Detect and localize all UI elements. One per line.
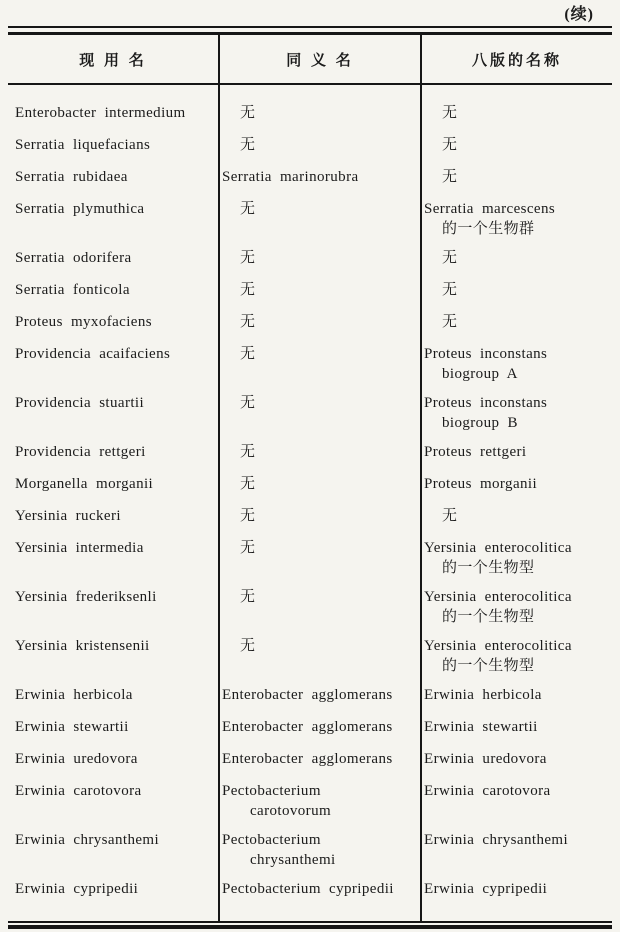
cell-c1	[8, 85, 218, 135]
cell-line: Enterobacter intermedium	[15, 105, 186, 121]
table-row	[8, 685, 612, 717]
cell-c1	[8, 312, 218, 344]
cell-c1	[8, 474, 218, 506]
cell-c2	[218, 636, 420, 685]
cell-line: 无	[442, 282, 458, 298]
cell-line: Yersinia enterocolitica	[424, 589, 572, 605]
cell-c3	[420, 749, 612, 781]
cell-c1	[8, 344, 218, 393]
cell-c1	[8, 506, 218, 538]
cell-line: 无	[240, 540, 256, 556]
cell-c1	[8, 280, 218, 312]
cell-c2	[218, 167, 420, 199]
cell-c1	[8, 717, 218, 749]
cell-c3	[420, 685, 612, 717]
cell-line-2: 的一个生物型	[442, 658, 535, 674]
cell-line: Proteus morganii	[424, 476, 538, 492]
cell-line: Erwinia herbicola	[15, 687, 133, 703]
cell-line: 无	[240, 137, 256, 153]
cell-c3	[420, 506, 612, 538]
cell-line: Morganella morganii	[15, 476, 154, 492]
cell-line: Erwinia carotovora	[15, 783, 142, 799]
cell-line: Erwinia cypripedii	[424, 881, 548, 897]
cell-line: Proteus myxofaciens	[15, 314, 152, 330]
table-row	[8, 167, 612, 199]
cell-line-2: biogroup A	[442, 366, 518, 382]
cell-line: Erwinia cypripedii	[15, 881, 139, 897]
cell-line: Erwinia herbicola	[424, 687, 542, 703]
cell-c1	[8, 636, 218, 685]
cell-line: Pectobacterium	[222, 832, 321, 848]
cell-c3	[420, 474, 612, 506]
cell-line: Proteus rettgeri	[424, 444, 527, 460]
cell-line: 无	[240, 476, 256, 492]
cell-c3	[420, 636, 612, 685]
cell-c2	[218, 781, 420, 830]
cell-c3	[420, 248, 612, 280]
header-current-name: 现 用 名	[79, 52, 147, 69]
cell-line: Serratia rubidaea	[15, 169, 128, 185]
cell-line: Providencia stuartii	[15, 395, 145, 411]
cell-c1	[8, 199, 218, 248]
cell-line: Serratia liquefacians	[15, 137, 151, 153]
cell-line: Serratia odorifera	[15, 250, 132, 266]
cell-line: Yersinia ruckeri	[15, 508, 121, 524]
cell-c1	[8, 781, 218, 830]
cell-line: Erwinia chrysanthemi	[15, 832, 160, 848]
cell-line: 无	[442, 105, 458, 121]
cell-line: Yersinia kristensenii	[15, 638, 150, 654]
cell-line: Yersinia frederiksenli	[15, 589, 157, 605]
cell-c3	[420, 830, 612, 879]
table-row	[8, 312, 612, 344]
cell-c3	[420, 135, 612, 167]
top-double-rule	[8, 26, 612, 35]
table-row	[8, 135, 612, 167]
cell-c2	[218, 312, 420, 344]
cell-line: 无	[240, 201, 256, 217]
cell-line: 无	[240, 346, 256, 362]
cell-line: 无	[240, 638, 256, 654]
cell-c1	[8, 538, 218, 587]
table-row	[8, 248, 612, 280]
cell-c3	[420, 393, 612, 442]
cell-c3	[420, 167, 612, 199]
cell-c3	[420, 85, 612, 135]
cell-c2	[218, 135, 420, 167]
cell-line: Yersinia intermedia	[15, 540, 144, 556]
cell-line: Pectobacterium	[222, 783, 321, 799]
table-row	[8, 474, 612, 506]
nomenclature-table	[8, 26, 612, 929]
cell-c2	[218, 474, 420, 506]
cell-c1	[8, 749, 218, 781]
cell-c1	[8, 685, 218, 717]
cell-c3	[420, 312, 612, 344]
table-header-row	[8, 35, 612, 83]
cell-line: Serratia plymuthica	[15, 201, 145, 217]
cell-c2	[218, 749, 420, 781]
cell-c2	[218, 280, 420, 312]
cell-line: Erwinia stewartii	[15, 719, 129, 735]
cell-line: Enterobacter agglomerans	[222, 687, 393, 703]
cell-c3	[420, 587, 612, 636]
cell-c1	[8, 248, 218, 280]
continued-marker: (续)	[564, 6, 594, 23]
cell-c3	[420, 879, 612, 921]
cell-line: 无	[442, 250, 458, 266]
cell-line: 无	[240, 282, 256, 298]
cell-line: Erwinia carotovora	[424, 783, 551, 799]
cell-line: Proteus inconstans	[424, 346, 548, 362]
cell-c2	[218, 393, 420, 442]
cell-line: 无	[240, 250, 256, 266]
cell-c1	[8, 830, 218, 879]
cell-line: Serratia fonticola	[15, 282, 130, 298]
cell-c2	[218, 248, 420, 280]
header-synonym: 同 义 名	[218, 35, 420, 83]
cell-c1	[8, 393, 218, 442]
cell-line-2: biogroup B	[442, 415, 518, 431]
cell-line: 无	[442, 508, 458, 524]
cell-line: Serratia marinorubra	[222, 169, 359, 185]
cell-line-2: carotovorum	[250, 803, 332, 819]
table-row	[8, 280, 612, 312]
cell-line-2: 的一个生物型	[442, 560, 535, 576]
table-row	[8, 506, 612, 538]
cell-line: Yersinia enterocolitica	[424, 540, 572, 556]
cell-c1	[8, 442, 218, 474]
cell-c3	[420, 442, 612, 474]
cell-line: Erwinia chrysanthemi	[424, 832, 569, 848]
cell-c1	[8, 167, 218, 199]
cell-line: Enterobacter agglomerans	[222, 751, 393, 767]
cell-c2	[218, 587, 420, 636]
cell-line: Pectobacterium cypripedii	[222, 881, 394, 897]
cell-line: 无	[442, 169, 458, 185]
header-eighth-edition-name: 八版的名称	[420, 35, 612, 83]
cell-line: Yersinia enterocolitica	[424, 638, 572, 654]
cell-c2	[218, 442, 420, 474]
cell-c1	[8, 587, 218, 636]
cell-line: 无	[442, 137, 458, 153]
cell-line: Providencia acaifaciens	[15, 346, 171, 362]
table-row	[8, 717, 612, 749]
cell-c3	[420, 199, 612, 248]
cell-c2	[218, 685, 420, 717]
cell-c2	[218, 199, 420, 248]
table-row	[8, 781, 612, 830]
cell-c1	[8, 879, 218, 921]
cell-c3	[420, 344, 612, 393]
cell-line: 无	[240, 395, 256, 411]
cell-line: Erwinia uredovora	[15, 751, 138, 767]
table-row	[8, 749, 612, 781]
cell-line: Proteus inconstans	[424, 395, 548, 411]
cell-c3	[420, 717, 612, 749]
cell-c2	[218, 717, 420, 749]
cell-line: 无	[240, 589, 256, 605]
cell-line-2: 的一个生物型	[442, 609, 535, 625]
table-body	[8, 85, 612, 921]
table-row	[8, 85, 612, 135]
table-row	[8, 636, 612, 685]
cell-line: 无	[240, 508, 256, 524]
cell-line-2: chrysanthemi	[250, 852, 336, 868]
cell-c2	[218, 85, 420, 135]
bottom-double-rule	[8, 921, 612, 929]
cell-c1	[8, 135, 218, 167]
cell-line: Providencia rettgeri	[15, 444, 146, 460]
table-row	[8, 393, 612, 442]
cell-c2	[218, 344, 420, 393]
cell-line-2: 的一个生物群	[442, 221, 535, 237]
cell-c3	[420, 781, 612, 830]
cell-line: 无	[442, 314, 458, 330]
cell-c2	[218, 879, 420, 921]
table-row	[8, 199, 612, 248]
cell-c3	[420, 280, 612, 312]
cell-line: Enterobacter agglomerans	[222, 719, 393, 735]
table-row	[8, 442, 612, 474]
cell-c2	[218, 506, 420, 538]
cell-line: 无	[240, 444, 256, 460]
cell-line: 无	[240, 314, 256, 330]
cell-c2	[218, 538, 420, 587]
table-row	[8, 879, 612, 921]
cell-line: Erwinia stewartii	[424, 719, 538, 735]
cell-line: Erwinia uredovora	[424, 751, 547, 767]
cell-line: Serratia marcescens	[424, 201, 556, 217]
cell-c2	[218, 830, 420, 879]
cell-c3	[420, 538, 612, 587]
table-row	[8, 587, 612, 636]
table-row	[8, 344, 612, 393]
cell-line: 无	[240, 105, 256, 121]
table-row	[8, 538, 612, 587]
table-row	[8, 830, 612, 879]
